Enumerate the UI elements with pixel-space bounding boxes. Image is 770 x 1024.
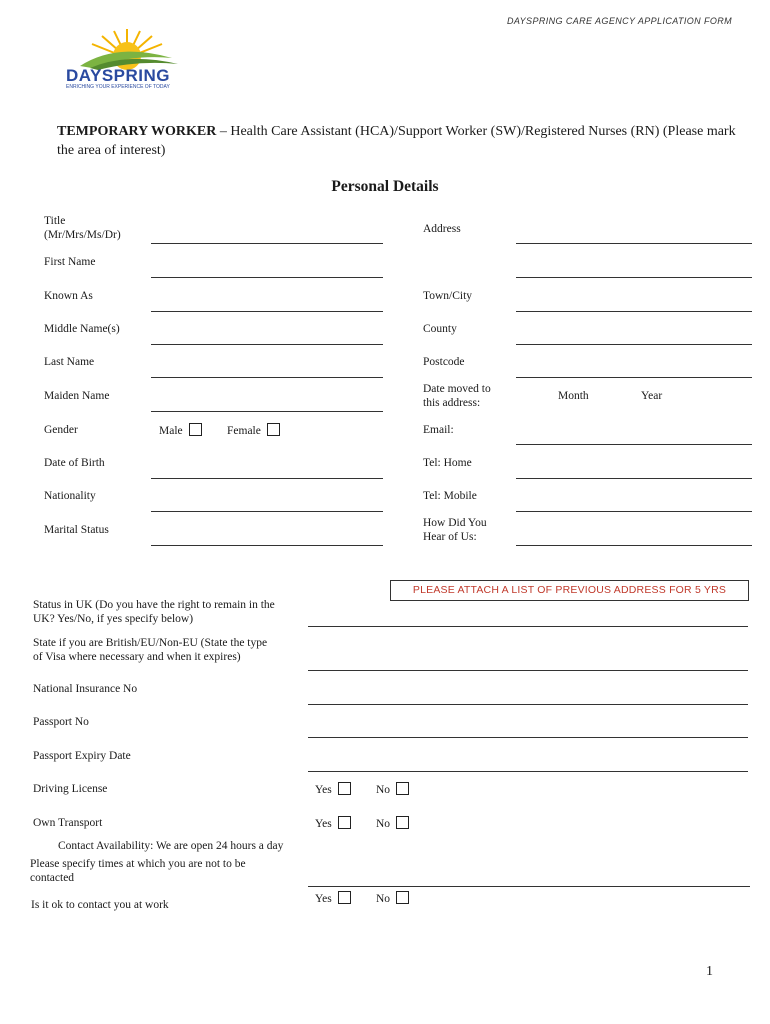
title-rest: – Health Care Assistant (HCA)/Support Worker (SW)/Registered Nurses (RN) (Please mark the area of interest) <box>57 124 736 158</box>
dob-field[interactable] <box>151 478 383 479</box>
how-heard-label: How Did You Hear of Us: <box>423 517 487 543</box>
first-name-field[interactable] <box>151 277 383 278</box>
work-no-option: No <box>376 891 409 905</box>
previous-address-notice: PLEASE ATTACH A LIST OF PREVIOUS ADDRESS FOR 5 YRS <box>390 580 749 601</box>
male-checkbox[interactable] <box>189 423 202 436</box>
driving-no-option: No <box>376 782 409 796</box>
year-label: Year <box>641 390 663 402</box>
driving-yes-checkbox[interactable] <box>338 782 351 795</box>
tel-home-label: Tel: Home <box>423 457 472 469</box>
gender-female-option: Female <box>227 423 280 437</box>
own-transport-label: Own Transport <box>33 817 103 829</box>
dayspring-logo <box>62 28 192 92</box>
middle-names-label: Middle Name(s) <box>44 323 120 335</box>
visa-label: State if you are British/EU/Non-EU (State the type of Visa where necessary and when it expires) <box>33 637 268 663</box>
address-field-2[interactable] <box>516 277 752 278</box>
logo-text: DAYSPRING <box>66 66 171 85</box>
last-name-label: Last Name <box>44 356 95 368</box>
logo-tagline: ENRICHING YOUR EXPERIENCE OF TODAY <box>66 84 170 90</box>
town-city-label: Town/City <box>423 290 473 302</box>
middle-names-field[interactable] <box>151 344 383 345</box>
contact-times-label: Please specify times at which you are not to be contacted <box>30 858 246 884</box>
driving-no-checkbox[interactable] <box>396 782 409 795</box>
last-name-field[interactable] <box>151 377 383 378</box>
postcode-field[interactable] <box>516 377 752 378</box>
marital-status-label: Marital Status <box>44 524 109 536</box>
nationality-label: Nationality <box>44 490 96 502</box>
how-heard-field[interactable] <box>516 545 752 546</box>
dob-label: Date of Birth <box>44 457 105 469</box>
contact-times-field[interactable] <box>308 886 750 887</box>
driving-license-label: Driving License <box>33 783 108 795</box>
title-bold: TEMPORARY WORKER <box>57 124 217 139</box>
contact-availability-heading: Contact Availability: We are open 24 hours a day <box>58 840 284 852</box>
county-label: County <box>423 323 457 335</box>
email-field[interactable] <box>516 444 752 445</box>
maiden-name-field[interactable] <box>151 411 383 412</box>
maiden-name-label: Maiden Name <box>44 390 110 402</box>
passport-expiry-field[interactable] <box>308 771 748 772</box>
passport-expiry-label: Passport Expiry Date <box>33 750 131 762</box>
transport-yes-checkbox[interactable] <box>338 816 351 829</box>
county-field[interactable] <box>516 344 752 345</box>
address-label: Address <box>423 223 461 235</box>
section-heading: Personal Details <box>331 178 439 195</box>
female-checkbox[interactable] <box>267 423 280 436</box>
form-title <box>57 122 737 160</box>
title-label: Title (Mr/Mrs/Ms/Dr) <box>44 215 121 241</box>
postcode-label: Postcode <box>423 356 465 368</box>
nationality-field[interactable] <box>151 511 383 512</box>
gender-male-option: Male <box>159 423 202 437</box>
date-moved-label: Date moved to this address: <box>423 383 491 409</box>
known-as-label: Known As <box>44 290 93 302</box>
work-yes-checkbox[interactable] <box>338 891 351 904</box>
contact-work-label: Is it ok to contact you at work <box>31 899 169 911</box>
passport-no-field[interactable] <box>308 737 748 738</box>
work-no-checkbox[interactable] <box>396 891 409 904</box>
transport-yes-option: Yes <box>315 816 351 830</box>
work-yes-option: Yes <box>315 891 351 905</box>
transport-no-option: No <box>376 816 409 830</box>
status-uk-label: Status in UK (Do you have the right to remain in the UK? Yes/No, if yes specify below) <box>33 599 275 625</box>
title-field[interactable] <box>151 243 383 244</box>
gender-label: Gender <box>44 424 78 436</box>
marital-status-field[interactable] <box>151 545 383 546</box>
page-number: 1 <box>706 964 713 979</box>
address-field-1[interactable] <box>516 243 752 244</box>
ni-no-label: National Insurance No <box>33 683 138 695</box>
tel-mobile-label: Tel: Mobile <box>423 490 477 502</box>
driving-yes-option: Yes <box>315 782 351 796</box>
tel-mobile-field[interactable] <box>516 511 752 512</box>
ni-no-field[interactable] <box>308 704 748 705</box>
town-city-field[interactable] <box>516 311 752 312</box>
visa-field[interactable] <box>308 670 748 671</box>
tel-home-field[interactable] <box>516 478 752 479</box>
form-header-title: DAYSPRING CARE AGENCY APPLICATION FORM <box>507 16 733 26</box>
passport-no-label: Passport No <box>33 716 89 728</box>
email-label: Email: <box>423 424 454 436</box>
first-name-label: First Name <box>44 256 96 268</box>
known-as-field[interactable] <box>151 311 383 312</box>
transport-no-checkbox[interactable] <box>396 816 409 829</box>
month-label: Month <box>558 390 589 402</box>
status-uk-field[interactable] <box>308 626 748 627</box>
